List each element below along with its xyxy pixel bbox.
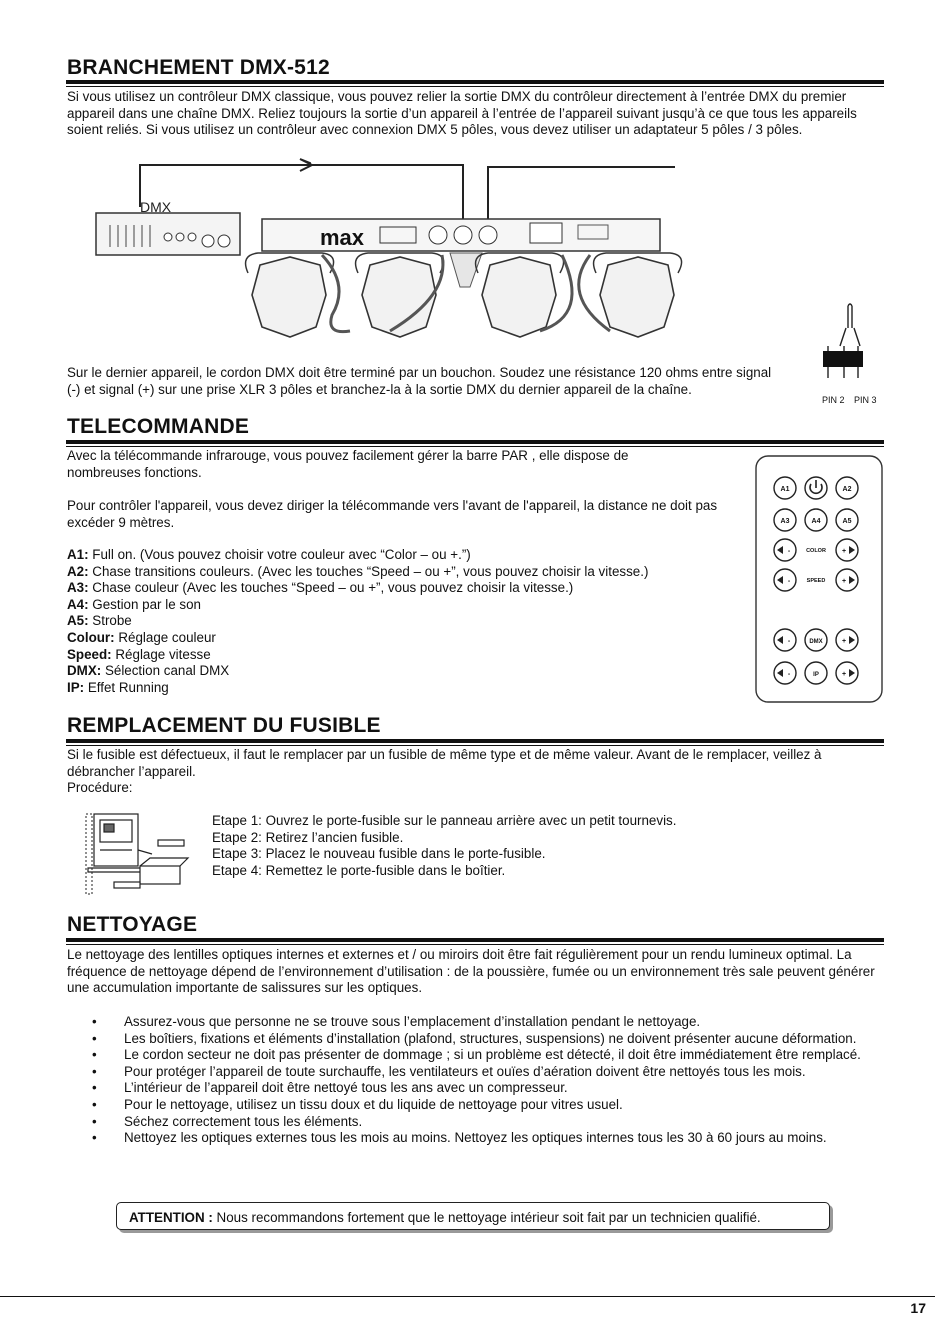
section-heading-cleaning: NETTOYAGE: [67, 913, 198, 936]
cleaning-list: [67, 1014, 885, 1147]
plus-label: +: [841, 638, 847, 645]
procedure-label: Procédure:: [67, 780, 133, 795]
bullet-glyph: •: [92, 1014, 97, 1029]
section-heading-fuse: REMPLACEMENT DU FUSIBLE: [67, 714, 381, 737]
attention-label: ATTENTION :: [129, 1210, 213, 1225]
bullet-glyph: •: [92, 1113, 97, 1129]
function-item: IP: Effet Running: [67, 679, 169, 695]
attention-text: Nous recommandons fortement que le nettoyage intérieur soit fait par un technicien qualifié.: [212, 1210, 761, 1225]
dmx-label: DMX: [809, 639, 823, 645]
minus-label: -: [787, 671, 791, 678]
list-item: • L’intérieur de l’appareil doit être nettoyé tous les ans avec un compresseur.: [92, 1080, 568, 1096]
xlr-terminator-diagram: [818, 298, 884, 408]
list-item: • Les boîtiers, fixations et éléments d’installation (plafond, structures, suspensions) ne doivent présenter aucune déformation.: [92, 1030, 857, 1046]
cleaning-intro-paragraph: Le nettoyage des lentilles optiques internes et externes et / ou miroirs doit être fait régulièrement pour un rendu lumineux optimal. La fréquence de nettoyage dépend de l’environnement d’utilisation : de la poussière, fumée ou un environnement très sale peuvent générer une accumulation importante de salissures sur les optiques.: [67, 947, 875, 996]
function-item: A2: Chase transitions couleurs. (Avec les touches “Speed – ou +”, vous pouvez choisir la vitesse.): [67, 563, 649, 579]
pin3-label: PIN 3: [854, 395, 877, 405]
a5-label: A5: [842, 518, 852, 525]
dmx-terminator-paragraph: Sur le dernier appareil, le cordon DMX doit être terminé par un bouchon. Soudez une résistance 120 ohms entre signal (-) et signal (+) sur une prise XLR 3 pôles et branchez-la à la sortie DMX du dernier appareil de la chaîne.: [67, 365, 772, 397]
list-item: • Nettoyez les optiques externes tous les mois au moins. Nettoyez les optiques internes tous les 30 à 60 jours au moins.: [92, 1130, 827, 1146]
a1-label: A1: [780, 486, 790, 493]
ip-label: IP: [813, 672, 819, 678]
footer-rule: [0, 1296, 935, 1297]
function-item: A5: Strobe: [67, 613, 132, 629]
dmx-wiring-diagram: [90, 155, 690, 360]
minus-label: -: [787, 578, 791, 585]
remote-control-diagram: [755, 455, 883, 703]
function-item: Speed: Réglage vitesse: [67, 646, 211, 662]
bullet-glyph: •: [92, 1096, 97, 1112]
remote-intro-paragraph: Avec la télécommande infrarouge, vous pouvez facilement gérer la barre PAR , elle dispose de nombreuses fonctions.: [67, 448, 629, 480]
a2-label: A2: [842, 486, 852, 493]
plus-label: +: [841, 578, 847, 585]
section-heading-dmx: BRANCHEMENT DMX-512: [67, 56, 330, 79]
heading-rule-thin: [66, 446, 884, 447]
a3-label: A3: [780, 518, 790, 525]
page-number: 17: [910, 1300, 926, 1316]
heading-rule: [66, 938, 884, 942]
fuse-intro-paragraph: Si le fusible est défectueux, il faut le remplacer par un fusible de même type et de même valeur. Avant de le remplacer, veillez à débrancher l’appareil.: [67, 747, 822, 779]
fuse-steps-list: [212, 813, 676, 879]
function-item: Colour: Réglage couleur: [67, 629, 216, 645]
bullet-glyph: •: [92, 1130, 97, 1146]
list-item: • Pour protéger l’appareil de toute surchauffe, les ventilateurs et ouïes d’aération doivent être nettoyés tous les mois.: [92, 1063, 806, 1079]
fuse-step: Etape 3: Placez le nouveau fusible dans le porte-fusible.: [212, 846, 546, 862]
function-item: DMX: Sélection canal DMX: [67, 663, 230, 679]
heading-rule-thin: [66, 745, 884, 746]
remote-function-list: [67, 547, 648, 696]
minus-label: -: [787, 638, 791, 645]
list-item: • Assurez-vous que personne ne se trouve sous l’emplacement d’installation pendant le nettoyage.: [92, 1014, 701, 1029]
a4-label: A4: [811, 518, 821, 525]
fuse-step: Etape 4: Remettez le porte-fusible dans le boîtier.: [212, 862, 506, 878]
remote-aim-paragraph: Pour contrôler l'appareil, vous devez diriger la télécommande vers l'avant de l'appareil, la distance ne doit pas excéder 9 mètres.: [67, 498, 718, 530]
heading-rule: [66, 739, 884, 743]
minus-label: -: [787, 548, 791, 555]
list-item: • Pour le nettoyage, utilisez un tissu doux et du liquide de nettoyage pour vitres usuel.: [92, 1096, 623, 1112]
function-item: A4: Gestion par le son: [67, 596, 201, 612]
resistor-sleeve: [823, 351, 863, 367]
plus-label: +: [841, 548, 847, 555]
color-label: COLOR: [806, 548, 826, 554]
pin2-label: PIN 2: [822, 395, 845, 405]
heading-rule: [66, 80, 884, 84]
brand-logo: max: [320, 225, 365, 250]
dmx-controller-label: DMX: [140, 199, 172, 215]
bullet-glyph: •: [92, 1080, 97, 1096]
dmx-intro-paragraph: Si vous utilisez un contrôleur DMX classique, vous pouvez relier la sortie DMX du contrôleur directement à l’entrée DMX du premier appareil dans une chaîne DMX. Reliez toujours la sortie d’un appareil à l’entrée de l’appareil suivant jusqu’à ce que tous les appareils soient reliés. Si vous utilisez un contrôleur avec connexion DMX 5 pôles, vous devez utiliser un adaptateur 5 pôles / 3 pôles.: [67, 89, 857, 138]
plus-label: +: [841, 671, 847, 678]
bullet-glyph: •: [92, 1063, 97, 1079]
heading-rule: [66, 440, 884, 444]
bullet-glyph: •: [92, 1030, 97, 1046]
function-item: A3: Chase couleur (Avec les touches “Speed – ou +”, vous pouvez choisir la vitesse.): [67, 580, 574, 596]
bullet-glyph: •: [92, 1047, 97, 1063]
heading-rule-thin: [66, 944, 884, 945]
heading-rule-thin: [66, 86, 884, 87]
fuse-step: Etape 1: Ouvrez le porte-fusible sur le panneau arrière avec un petit tournevis.: [212, 813, 677, 828]
fuse-holder-diagram: [84, 810, 192, 896]
list-item: • Séchez correctement tous les éléments.: [92, 1113, 363, 1129]
function-item: A1: Full on. (Vous pouvez choisir votre couleur avec “Color – ou +.”): [67, 547, 471, 562]
list-item: • Le cordon secteur ne doit pas présenter de dommage ; si un problème est détecté, il doit être immédiatement être remplacé.: [92, 1047, 861, 1063]
speed-label: SPEED: [806, 578, 826, 584]
section-heading-remote: TELECOMMANDE: [67, 415, 250, 438]
fuse-step: Etape 2: Retirez l’ancien fusible.: [212, 829, 404, 845]
attention-box: [116, 1202, 830, 1230]
